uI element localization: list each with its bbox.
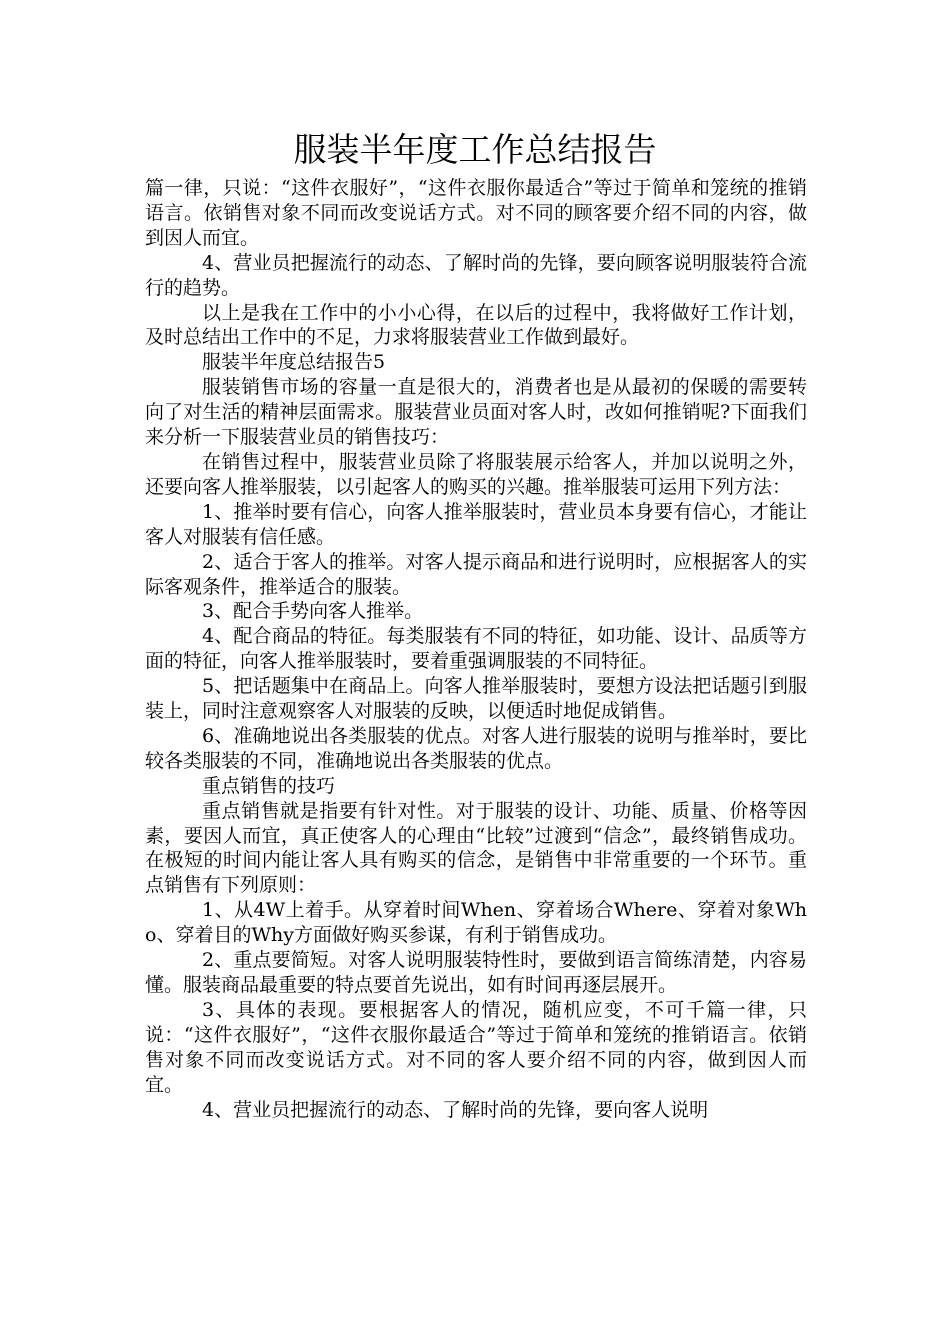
- paragraph: 篇一律，只说：“这件衣服好”，“这件衣服你最适合”等过于简单和笼统的推销语言。依销售对象不同而改变说话方式。对不同的顾客要介绍不同的内容，做到因人而宜。: [145, 177, 807, 249]
- paragraph: 重点销售就是指要有针对性。对于服装的设计、功能、质量、价格等因素，要因人而宜，真正使客人的心理由“比较”过渡到“信念”，最终销售成功。在极短的时间内能让客人具有购买的信念，是销售中非常重要的一个环节。重点销售有下列原则：: [145, 799, 807, 897]
- list-item: 1、推举时要有信心，向客人推举服装时，营业员本身要有信心，才能让客人对服装有信任感。: [145, 500, 807, 548]
- list-item: 5、把话题集中在商品上。向客人推举服装时，要想方设法把话题引到服装上，同时注意观察客人对服装的反映，以便适时地促成销售。: [145, 675, 807, 723]
- list-item: 4、配合商品的特征。每类服装有不同的特征，如功能、设计、品质等方面的特征，向客人推举服装时，要着重强调服装的不同特征。: [145, 625, 807, 673]
- list-item: 3、具体的表现。要根据客人的情况，随机应变，不可千篇一律，只说：“这件衣服好”，“这件衣服你最适合”等过于简单和笼统的推销语言。依销售对象不同而改变说话方式。对不同的客人要介绍不同的内容，做到因人而宜。: [145, 998, 807, 1096]
- list-item: 4、营业员把握流行的动态、了解时尚的先锋，要向客人说明: [202, 1098, 709, 1121]
- section-heading: 重点销售的技巧: [202, 774, 336, 797]
- paragraph: 以上是我在工作中的小小心得，在以后的过程中，我将做好工作计划，及时总结出工作中的不足，力求将服装营业工作做到最好。: [145, 301, 807, 349]
- list-item: 3、配合手势向客人推举。: [202, 600, 424, 623]
- list-item: 1、从4W上着手。从穿着时间When、穿着场合Where、穿着对象Who、穿着目的Why方面做好购买参谋，有利于销售成功。: [145, 899, 807, 947]
- paragraph: 4、营业员把握流行的动态、了解时尚的先锋，要向顾客说明服装符合流行的趋势。: [145, 251, 807, 299]
- paragraph: 服装销售市场的容量一直是很大的，消费者也是从最初的保暖的需要转向了对生活的精神层面需求。服装营业员面对客人时，改如何推销呢?下面我们来分析一下服装营业员的销售技巧：: [145, 376, 807, 449]
- list-item: 6、准确地说出各类服装的优点。对客人进行服装的说明与推举时，要比较各类服装的不同，准确地说出各类服装的优点。: [145, 724, 807, 772]
- section-heading: 服装半年度总结报告5: [202, 351, 386, 374]
- paragraph: 在销售过程中，服装营业员除了将服装展示给客人，并加以说明之外，还要向客人推举服装，以引起客人的购买的兴趣。推举服装可运用下列方法：: [145, 450, 807, 498]
- document-body: [145, 176, 807, 1122]
- list-item: 2、重点要简短。对客人说明服装特性时，要做到语言简练清楚，内容易懂。服装商品最重要的特点要首先说出，如有时间再逐层展开。: [145, 949, 807, 996]
- document-title: 服装半年度工作总结报告: [293, 130, 657, 169]
- list-item: 2、适合于客人的推举。对客人提示商品和进行说明时，应根据客人的实际客观条件，推举适合的服装。: [145, 550, 807, 598]
